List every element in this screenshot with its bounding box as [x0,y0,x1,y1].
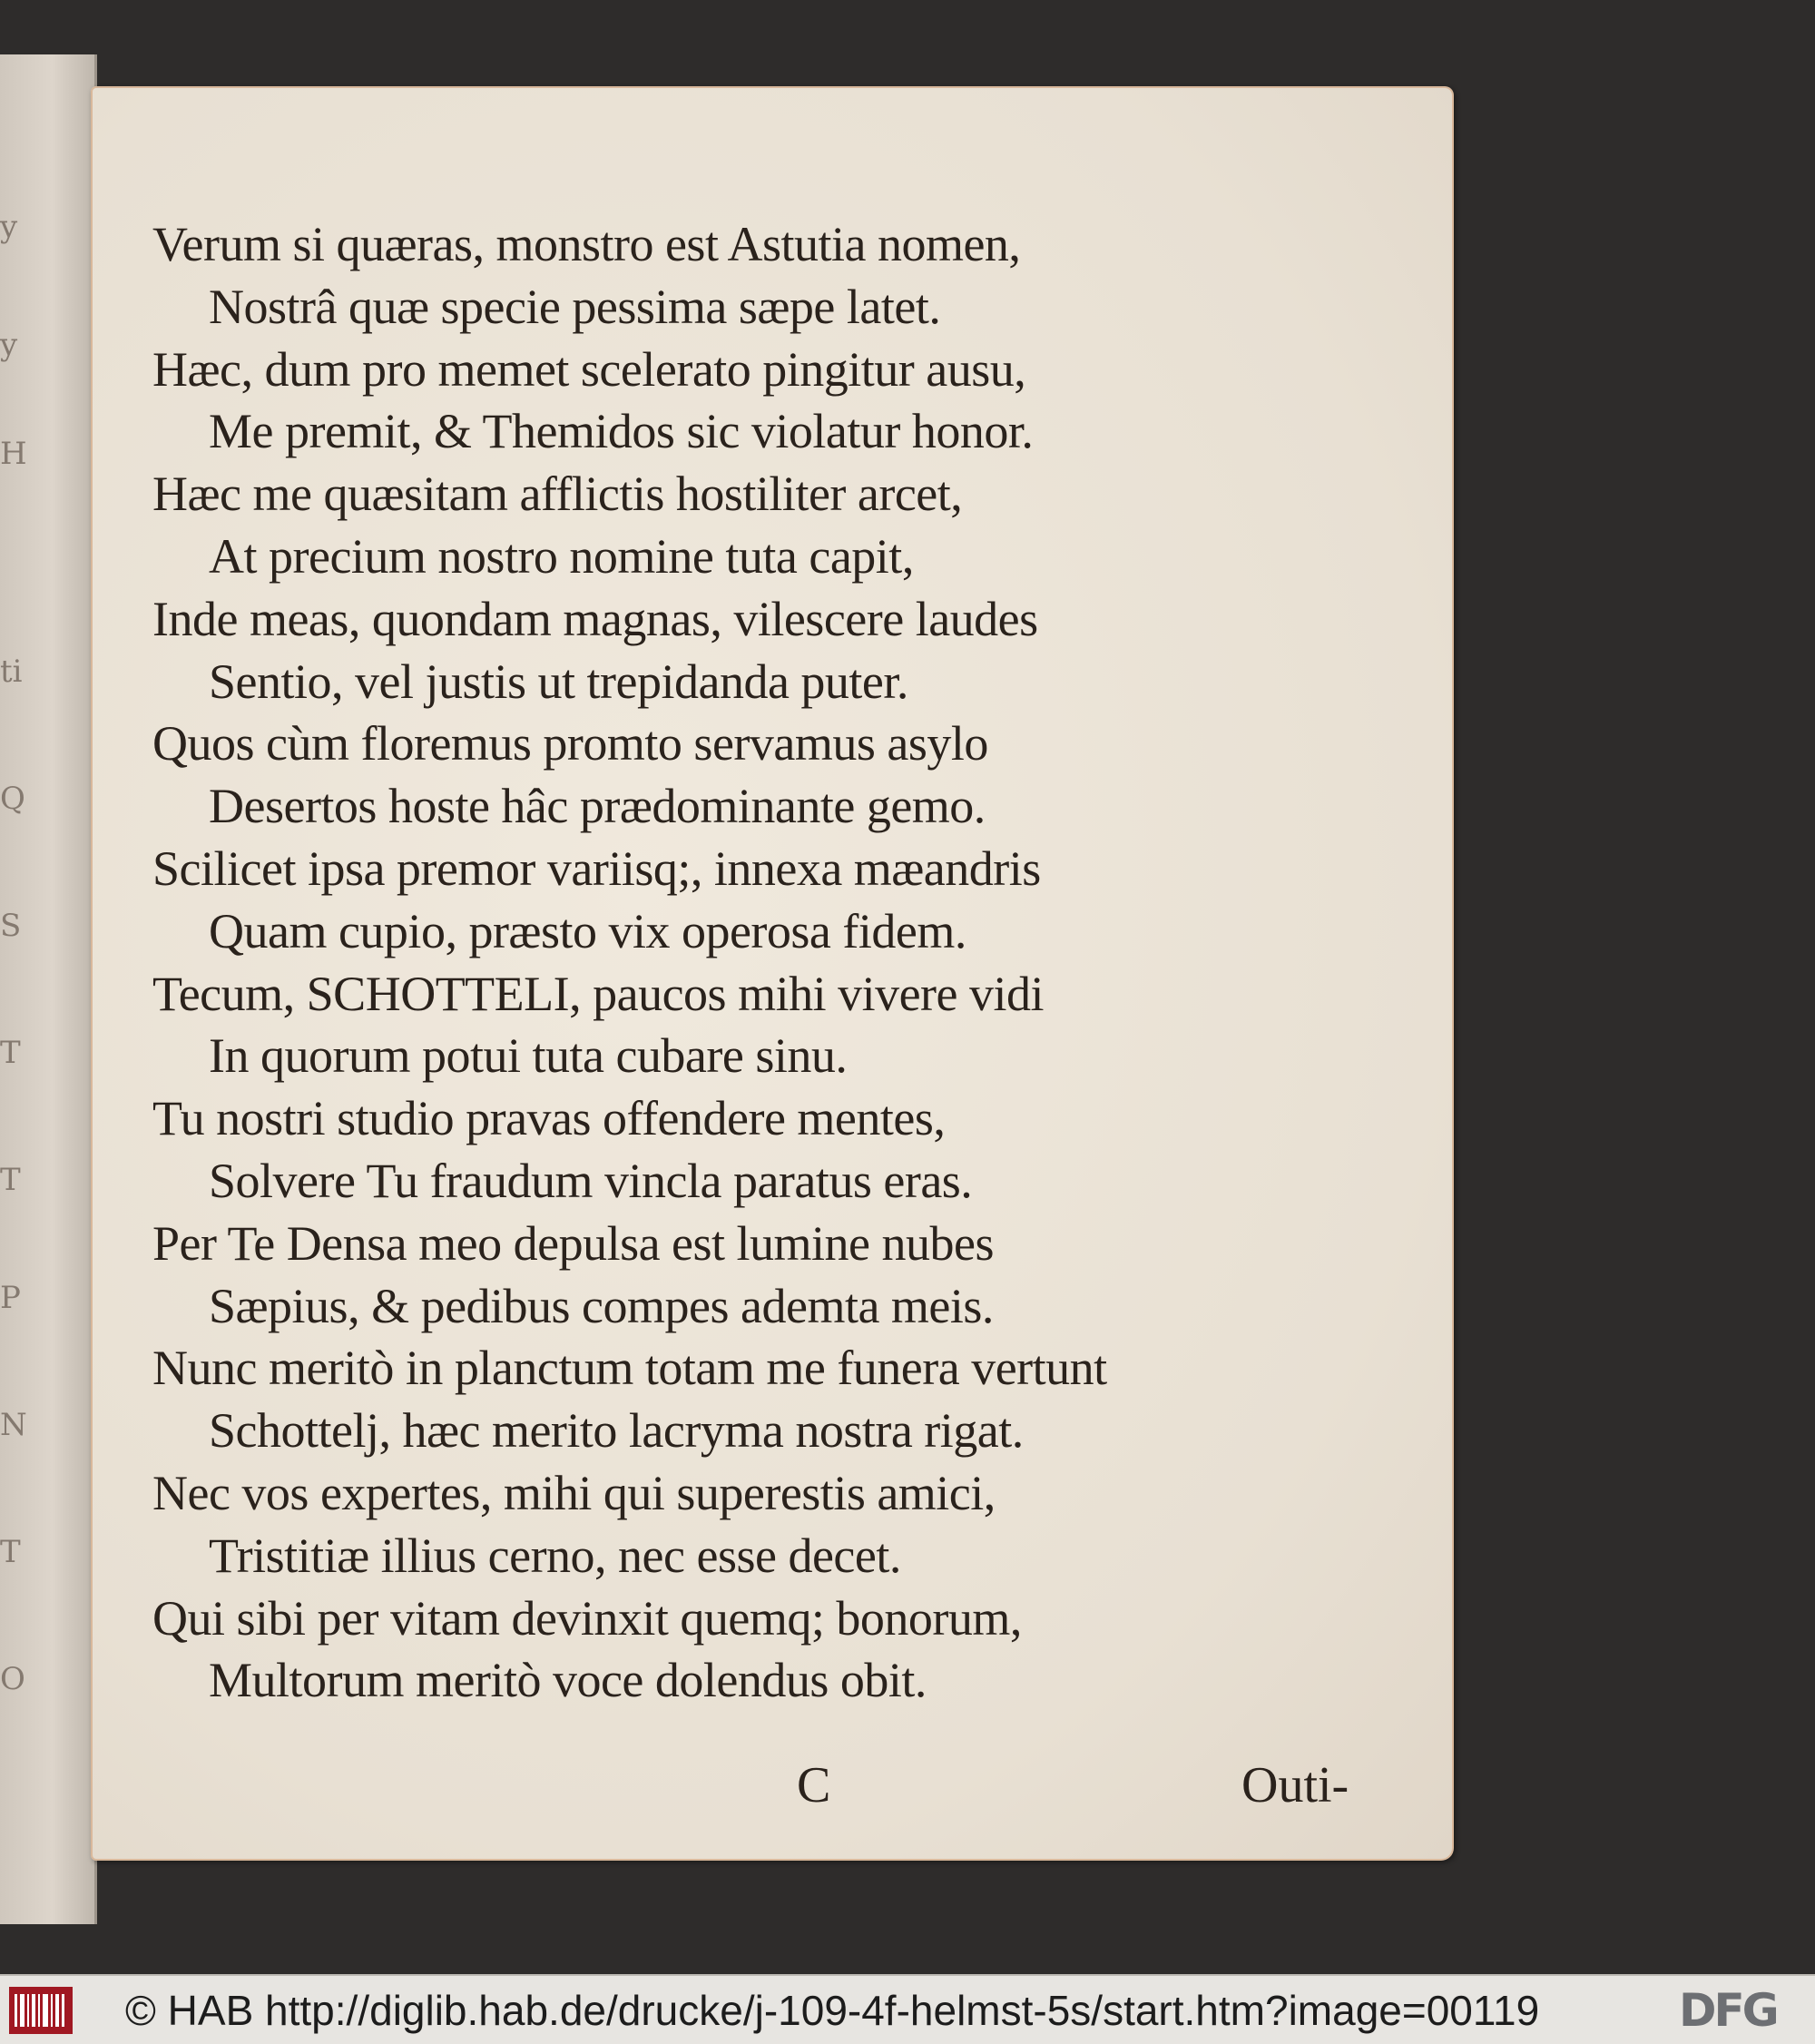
poem-line: Hæc me quæsitam afflictis hostiliter arcet, [152,467,963,522]
bleed-mark: T [0,1534,21,1570]
catchword: Outi- [1241,1757,1349,1813]
poem-line: Quos cùm floremus promto servamus asylo [152,716,988,771]
poem-line: Scilicet ipsa premor variisq;, innexa mæandris [152,840,1041,896]
bleed-mark: Q [0,781,25,817]
credit-line: © HAB http://diglib.hab.de/drucke/j-109-4f-helmst-5s/start.htm?image=00119 [125,1987,1540,2034]
poem-line: Tu nostri studio pravas offendere mentes, [152,1091,946,1146]
left-page-edge [0,54,97,1924]
poem-line: Qui sibi per vitam devinxit quemq; bonorum, [152,1590,1022,1646]
poem-line: Desertos hoste hâc prædominante gemo. [209,779,986,834]
poem-line: Quam cupio, præsto vix operosa fidem. [209,903,966,958]
bleed-mark: T [0,1162,21,1198]
poem-line: Multorum meritò voce dolendus obit. [209,1653,927,1708]
poem-line: Nostrâ quæ specie pessima sæpe latet. [209,279,941,334]
bleed-mark: S [0,908,22,944]
poem-line: Inde meas, quondam magnas, vilescere laudes [152,591,1038,646]
poem-line: Nunc meritò in planctum totam me funera vertunt [152,1341,1107,1396]
poem-line: Per Te Densa meo depulsa est lumine nubes [152,1215,995,1271]
bleed-mark: O [0,1661,25,1697]
footer-bar [0,1974,1815,2044]
poem-line: In quorum potui tuta cubare sinu. [209,1028,848,1084]
poem-line: Sæpius, & pedibus compes ademta meis. [209,1278,994,1333]
poem-line: Tristitiæ illius cerno, nec esse decet. [209,1528,901,1583]
poem-line: Nec vos expertes, mihi qui superestis amici, [152,1465,996,1520]
poem-line: At precium nostro nomine tuta capit, [209,528,914,584]
poem-line: Sentio, vel justis ut trepidanda puter. [209,653,908,709]
bleed-mark: T [0,1035,21,1071]
bleed-mark: H [0,436,27,472]
poem-line: Hæc, dum pro memet scelerato pingitur ausu, [152,341,1026,397]
signature-mark: C [797,1757,831,1813]
bleed-mark: N [0,1407,27,1443]
poem-line: Tecum, SCHOTTELI, paucos mihi vivere vidi [152,966,1045,1021]
dfg-logo: DFG [1679,1984,1777,2037]
bleed-mark: y [0,327,18,363]
bleed-mark: ti [0,653,23,690]
book-page [91,86,1454,1861]
poem-line: Verum si quæras, monstro est Astutia nomen, [152,217,1021,271]
poem-text [152,213,1423,1712]
poem-line: Me premit, & Themidos sic violatur honor. [209,404,1034,459]
bleed-mark: y [0,209,18,245]
bleed-mark: P [0,1280,21,1316]
barcode-icon [9,1987,73,2034]
poem-line: Schottelj, hæc merito lacryma nostra rigat. [209,1403,1024,1459]
poem-line: Solvere Tu fraudum vincla paratus eras. [209,1153,973,1208]
